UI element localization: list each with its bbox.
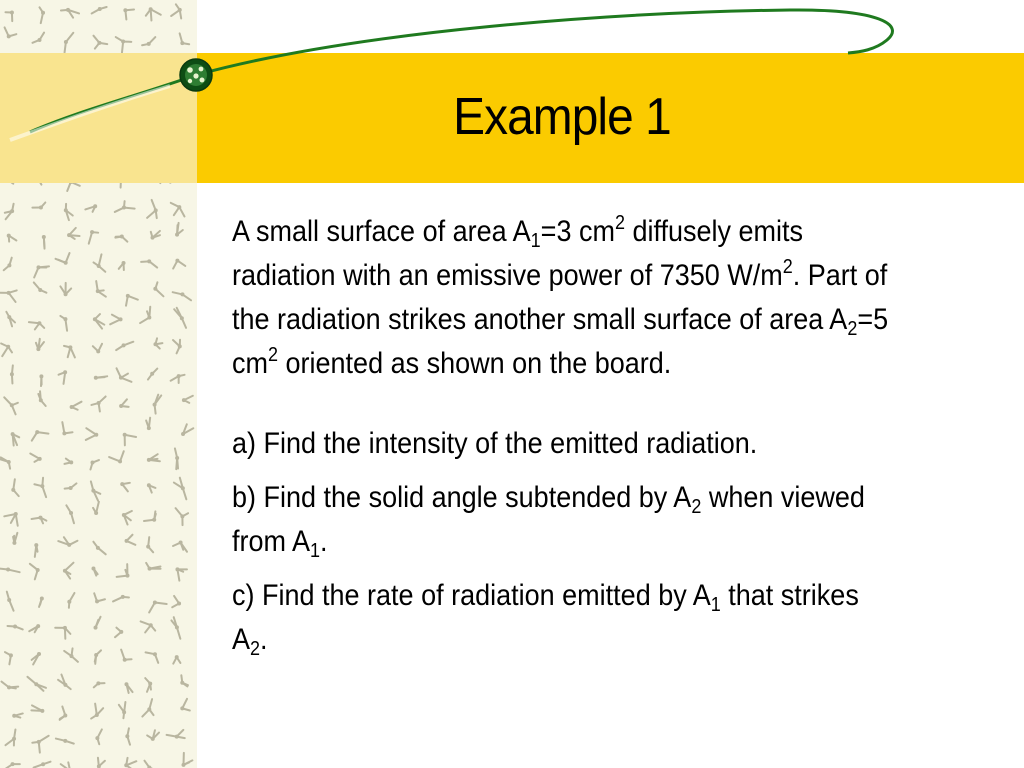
question-c (232, 574, 898, 662)
superscript: 2 (268, 344, 279, 366)
subscript: 1 (530, 230, 541, 252)
planet-icon (180, 59, 212, 91)
text-run: A small surface of area A (232, 215, 531, 248)
text-run: a) Find the intensity of the emitted radiation. (232, 427, 758, 460)
subscript: 1 (710, 594, 721, 616)
subscript: 2 (691, 496, 702, 518)
slide-title: Example 1 (453, 88, 671, 146)
subscript: 2 (250, 638, 261, 660)
text-run: when viewed from A (232, 481, 865, 558)
subscript: 2 (847, 318, 858, 340)
superscript: 2 (614, 212, 625, 234)
question-a (232, 422, 898, 466)
text-run: . (260, 623, 268, 656)
text-run: diffusely emits radiation with an emissive power of 7350 W/m (232, 215, 804, 292)
text-run: =5 cm (232, 303, 889, 380)
superscript: 2 (782, 256, 793, 278)
problem-statement (232, 210, 898, 386)
text-run: =3 cm (540, 215, 615, 248)
slide-body (232, 210, 898, 672)
text-run: . (320, 525, 328, 558)
subscript: 1 (310, 540, 321, 562)
text-run: b) Find the solid angle subtended by A (232, 481, 692, 514)
text-run: oriented as shown on the board. (278, 347, 672, 380)
question-b (232, 476, 898, 564)
text-run: c) Find the rate of radiation emitted by A (232, 579, 711, 612)
text-run: . Part of the radiation strikes another small surface of area A (232, 259, 888, 336)
orbit-tail-highlight (10, 86, 170, 140)
text-run: that strikes A (232, 579, 859, 656)
